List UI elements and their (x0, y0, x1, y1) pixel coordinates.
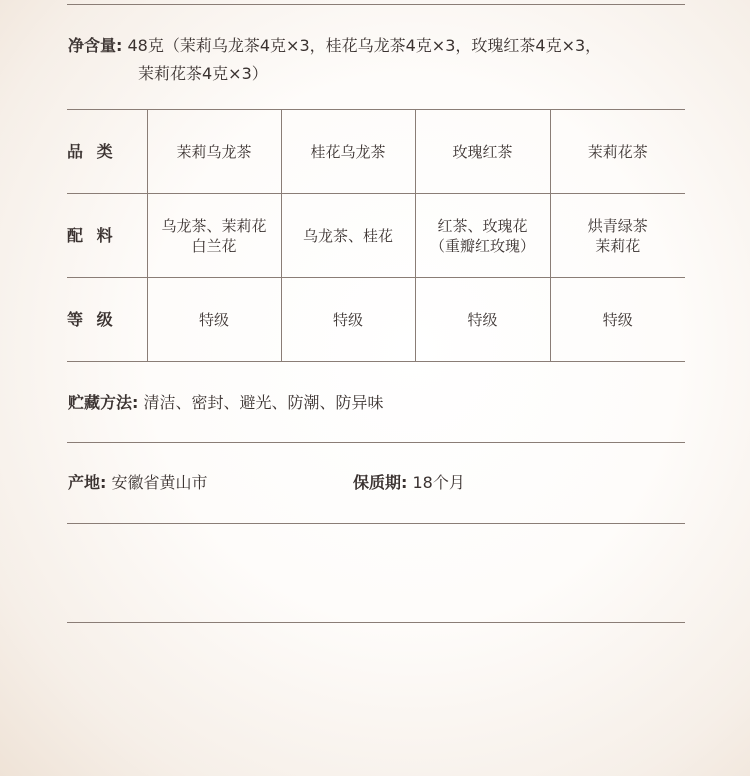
net-content-label: 净含量: (68, 36, 123, 55)
storage-section (68, 390, 384, 416)
table-row-category (67, 110, 685, 194)
shelf-life-section (353, 470, 465, 496)
table-cell: 红茶、玫瑰花 （重瓣红玫瑰） (415, 194, 550, 278)
table-cell: 乌龙茶、桂花 (281, 194, 415, 278)
net-content-value-line1: 48克（茉莉乌龙茶4克×3，桂花乌龙茶4克×3，玫瑰红茶4克×3， (127, 36, 602, 55)
table-cell: 特级 (550, 278, 685, 362)
spec-table (67, 109, 685, 362)
bottom-divider (67, 622, 685, 623)
origin-section (68, 470, 208, 496)
table-cell: 特级 (415, 278, 550, 362)
top-divider (67, 4, 685, 5)
table-cell: 桂花乌龙茶 (281, 110, 415, 194)
row-header-category: 品 类 (67, 110, 147, 194)
storage-value: 清洁、密封、避光、防潮、防异味 (143, 393, 384, 412)
net-content-value-line2: 茉莉花茶4克×3） (138, 64, 268, 83)
table-cell: 乌龙茶、茉莉花 白兰花 (147, 194, 281, 278)
storage-divider (67, 442, 685, 443)
shelf-life-label: 保质期: (353, 473, 408, 492)
origin-divider (67, 523, 685, 524)
table-cell: 茉莉花茶 (550, 110, 685, 194)
table-cell: 烘青绿茶 茉莉花 (550, 194, 685, 278)
table-row-grade (67, 278, 685, 362)
net-content-section (68, 32, 688, 88)
row-header-grade: 等 级 (67, 278, 147, 362)
table-cell: 特级 (147, 278, 281, 362)
table-cell: 茉莉乌龙茶 (147, 110, 281, 194)
origin-value: 安徽省黄山市 (111, 473, 208, 492)
storage-label: 贮藏方法: (68, 393, 139, 412)
shelf-life-value: 18个月 (412, 473, 465, 492)
table-cell: 特级 (281, 278, 415, 362)
origin-label: 产地: (68, 473, 107, 492)
table-row-ingredients (67, 194, 685, 278)
row-header-ingredients: 配 料 (67, 194, 147, 278)
table-cell: 玫瑰红茶 (415, 110, 550, 194)
